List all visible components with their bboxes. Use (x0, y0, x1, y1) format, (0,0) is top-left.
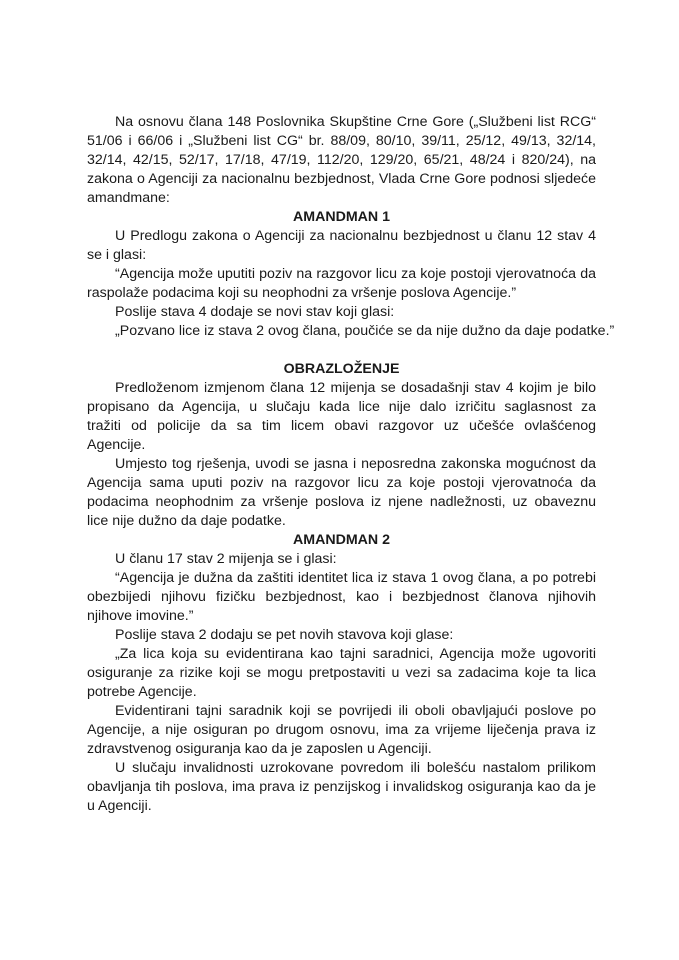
text-line: propisano da Agencija, u slučaju kada lice nije dalo izričitu saglasnost za (87, 399, 596, 415)
text-line: se i glasi: (87, 247, 147, 263)
section-heading: AMANDMAN 2 (293, 532, 390, 548)
text-line: potrebe Agencije. (87, 684, 197, 700)
text-line: amandmane: (87, 190, 170, 206)
paragraph (87, 626, 596, 645)
text-line: “Agencija je dužna da zaštiti identitet lica iz stava 1 ovog člana, a po potrebi (115, 570, 596, 586)
text-line: lice nije dužno da daje podatke. (87, 513, 286, 529)
text-line: Umjesto tog rješenja, uvodi se jasna i neposredna zakonska mogućnost da (115, 456, 596, 472)
text-line: Poslije stava 2 dodaju se pet novih stavova koji glase: (115, 627, 454, 643)
paragraph (87, 702, 596, 759)
text-line: Agencije. (87, 437, 146, 453)
text-line: obezbijedi njihovu fizičku bezbjednost, kao i bezbjednost članova njihovih (87, 589, 596, 605)
paragraph (87, 322, 615, 341)
text-line: 32/14, 42/15, 52/17, 17/18, 47/19, 112/20, 129/20, 65/21, 48/24 i 820/24), na (87, 152, 596, 168)
text-line: Agencija sama uputi poziv na razgovor licu za koje postoji vjerovatnoća da (87, 475, 596, 491)
text-line: U članu 17 stav 2 mijenja se i glasi: (115, 551, 337, 567)
paragraph (87, 379, 596, 455)
paragraph (87, 645, 596, 702)
paragraph (87, 303, 596, 322)
section-heading: AMANDMAN 1 (293, 209, 390, 225)
paragraph (87, 113, 596, 208)
text-line: Evidentirani tajni saradnik koji se povrijedi ili oboli obavljajući poslove po (115, 703, 596, 719)
text-line: njihove imovine.” (87, 608, 194, 624)
text-line: podacima neophodnim za vršenje poslova iz njene nadležnosti, uz obaveznu (87, 494, 596, 510)
paragraph (87, 265, 596, 303)
text-line: Na osnovu člana 148 Poslovnika Skupštine Crne Gore („Službeni list RCG“ (115, 114, 596, 130)
text-line: 51/06 i 66/06 i „Službeni list CG“ br. 88/09, 80/10, 39/11, 25/12, 49/13, 32/14, (87, 133, 596, 149)
text-line: U Predlogu zakona o Agenciji za nacionalnu bezbjednost u članu 12 stav 4 (115, 228, 596, 244)
text-line: zakona o Agenciji za nacionalnu bezbjednost, Vlada Crne Gore podnosi sljedeće (87, 171, 596, 187)
text-line: tražiti od policije da sa tim licem obavi razgovor uz učešće ovlašćenog (87, 418, 596, 434)
text-line: obavljanja tih poslova, ima prava iz penzijskog i invalidskog osiguranja kao da je (87, 779, 596, 795)
paragraph (87, 569, 596, 626)
section-heading: OBRAZLOŽENJE (283, 361, 400, 377)
text-line: “Agencija može uputiti poziv na razgovor licu za koje postoji vjerovatnoća da (115, 266, 596, 282)
text-line: „Pozvano lice iz stava 2 ovog člana, poučiće se da nije dužno da daje podatke.” (115, 323, 615, 339)
text-line: Predloženom izmjenom člana 12 mijenja se dosadašnji stav 4 kojim je bilo (115, 380, 596, 396)
text-line: Poslije stava 4 dodaje se novi stav koji glasi: (115, 304, 395, 320)
text-line: u Agenciji. (87, 798, 152, 814)
text-line: osiguranje za rizike koji se mogu pretpostaviti u vezi sa zadacima koje ta lica (87, 665, 596, 681)
text-line: Agencije, a nije osiguran po drugom osnovu, ima za vrijeme liječenja prava iz (87, 722, 596, 738)
blank-line (87, 341, 596, 360)
paragraph (87, 455, 596, 531)
paragraph (87, 227, 596, 265)
text-line: raspolaže podacima koji su neophodni za vršenje poslova Agencije.” (87, 285, 517, 301)
paragraph (87, 550, 596, 569)
document-page (87, 113, 615, 816)
text-line: zdravstvenog osiguranja kao da je zaposlen u Agenciji. (87, 741, 432, 757)
text-line: U slučaju invalidnosti uzrokovane povredom ili bolešću nastalom prilikom (115, 760, 596, 776)
text-line: „Za lica koja su evidentirana kao tajni saradnici, Agencija može ugovoriti (115, 646, 596, 662)
paragraph (87, 759, 596, 816)
